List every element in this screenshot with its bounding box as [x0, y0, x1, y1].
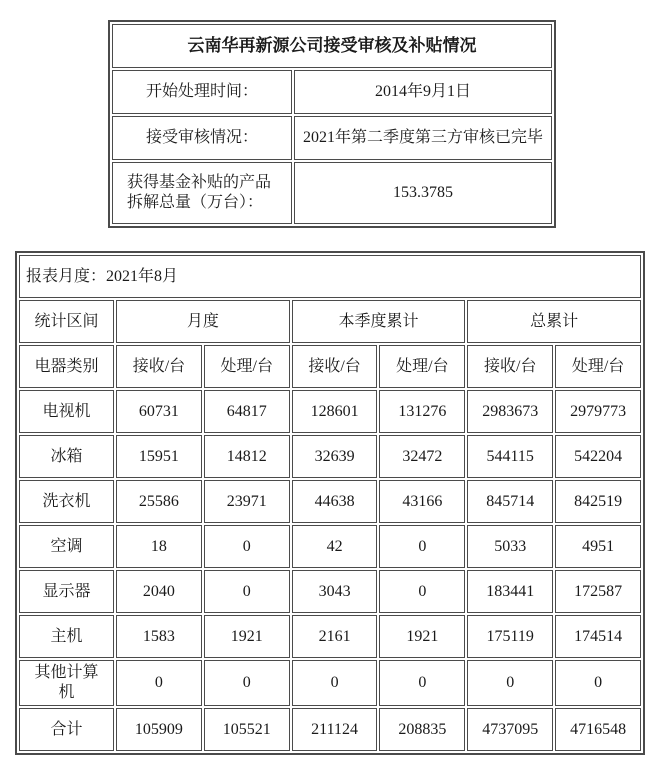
- value-cell: 128601: [292, 390, 378, 433]
- period-group-month: 月度: [116, 300, 290, 343]
- value-cell: 0: [379, 570, 465, 613]
- value-cell: 0: [204, 525, 290, 568]
- category-cell: 合计: [19, 708, 114, 751]
- value-cell: 174514: [555, 615, 641, 658]
- value-cell: 542204: [555, 435, 641, 478]
- value-cell: 4951: [555, 525, 641, 568]
- summary-title: 云南华再新源公司接受审核及补贴情况: [112, 24, 552, 68]
- value-cell: 42: [292, 525, 378, 568]
- value-cell: 105521: [204, 708, 290, 751]
- period-header-row: [19, 300, 641, 343]
- unit-header: 处理/台: [379, 345, 465, 388]
- value-cell: 172587: [555, 570, 641, 613]
- value-cell: 32639: [292, 435, 378, 478]
- audit-status-value: 2021年第二季度第三方审核已完毕: [294, 116, 552, 160]
- table-row: [19, 570, 641, 613]
- category-cell: 电视机: [19, 390, 114, 433]
- value-cell: 64817: [204, 390, 290, 433]
- value-cell: 208835: [379, 708, 465, 751]
- value-cell: 0: [555, 660, 641, 706]
- value-cell: 5033: [467, 525, 553, 568]
- value-cell: 845714: [467, 480, 553, 523]
- table-row: [19, 615, 641, 658]
- value-cell: 544115: [467, 435, 553, 478]
- table-row: [19, 480, 641, 523]
- start-time-value: 2014年9月1日: [294, 70, 552, 114]
- report-month-row: [19, 255, 641, 298]
- audit-status-label: 接受审核情况：: [112, 116, 292, 160]
- report-table: [15, 251, 645, 755]
- value-cell: 1921: [204, 615, 290, 658]
- start-time-label: 开始处理时间：: [112, 70, 292, 114]
- table-row-total: [19, 708, 641, 751]
- value-cell: 0: [379, 660, 465, 706]
- value-cell: 0: [379, 525, 465, 568]
- value-cell: 105909: [116, 708, 202, 751]
- column-header-row: [19, 345, 641, 388]
- table-row: [19, 660, 641, 706]
- summary-title-row: [112, 24, 552, 68]
- value-cell: 842519: [555, 480, 641, 523]
- value-cell: 15951: [116, 435, 202, 478]
- value-cell: 14812: [204, 435, 290, 478]
- value-cell: 25586: [116, 480, 202, 523]
- summary-row: [112, 162, 552, 224]
- value-cell: 18: [116, 525, 202, 568]
- value-cell: 43166: [379, 480, 465, 523]
- value-cell: 0: [467, 660, 553, 706]
- category-cell: 其他计算机: [19, 660, 114, 706]
- category-cell: 主机: [19, 615, 114, 658]
- value-cell: 2161: [292, 615, 378, 658]
- table-row: [19, 390, 641, 433]
- category-cell: 洗衣机: [19, 480, 114, 523]
- value-cell: 0: [292, 660, 378, 706]
- interval-header: 统计区间: [19, 300, 114, 343]
- unit-header: 处理/台: [204, 345, 290, 388]
- value-cell: 175119: [467, 615, 553, 658]
- value-cell: 4716548: [555, 708, 641, 751]
- value-cell: 32472: [379, 435, 465, 478]
- value-cell: 0: [204, 660, 290, 706]
- value-cell: 0: [116, 660, 202, 706]
- value-cell: 211124: [292, 708, 378, 751]
- unit-header: 接收/台: [292, 345, 378, 388]
- unit-header: 接收/台: [116, 345, 202, 388]
- summary-row: [112, 70, 552, 114]
- summary-row: [112, 116, 552, 160]
- value-cell: 60731: [116, 390, 202, 433]
- value-cell: 1583: [116, 615, 202, 658]
- value-cell: 131276: [379, 390, 465, 433]
- category-cell: 空调: [19, 525, 114, 568]
- category-cell: 显示器: [19, 570, 114, 613]
- category-cell: 冰箱: [19, 435, 114, 478]
- table-row: [19, 525, 641, 568]
- value-cell: 0: [204, 570, 290, 613]
- value-cell: 44638: [292, 480, 378, 523]
- value-cell: 2979773: [555, 390, 641, 433]
- subsidy-total-value: 153.3785: [294, 162, 552, 224]
- subsidy-total-label: 获得基金补贴的产品拆解总量（万台）：: [112, 162, 292, 224]
- value-cell: 23971: [204, 480, 290, 523]
- period-group-quarter: 本季度累计: [292, 300, 466, 343]
- value-cell: 3043: [292, 570, 378, 613]
- value-cell: 183441: [467, 570, 553, 613]
- value-cell: 2983673: [467, 390, 553, 433]
- period-group-total: 总累计: [467, 300, 641, 343]
- unit-header: 处理/台: [555, 345, 641, 388]
- report-month: 报表月度：2021年8月: [19, 255, 641, 298]
- unit-header: 接收/台: [467, 345, 553, 388]
- value-cell: 4737095: [467, 708, 553, 751]
- table-row: [19, 435, 641, 478]
- value-cell: 2040: [116, 570, 202, 613]
- value-cell: 1921: [379, 615, 465, 658]
- category-header: 电器类别: [19, 345, 114, 388]
- summary-table: [108, 20, 556, 228]
